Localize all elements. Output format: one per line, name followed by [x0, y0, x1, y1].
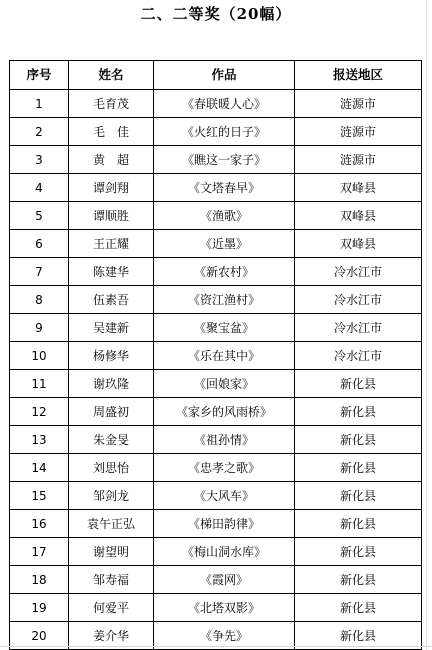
- header-no: 序号: [10, 61, 69, 90]
- cell-area: 双峰县: [295, 202, 422, 230]
- cell-name: 谢望明: [69, 538, 154, 566]
- table-row: [10, 230, 422, 258]
- cell-work: 《新农村》: [154, 258, 295, 286]
- cell-no: 20: [10, 622, 69, 650]
- cell-name: 邹寿福: [69, 566, 154, 594]
- cell-no: 11: [10, 370, 69, 398]
- cell-name: 朱金旻: [69, 426, 154, 454]
- cell-area: 新化县: [295, 482, 422, 510]
- cell-work: 《乐在其中》: [154, 342, 295, 370]
- cell-name: 谭顺胜: [69, 202, 154, 230]
- table-row: [10, 342, 422, 370]
- cell-name: 黄 超: [69, 146, 154, 174]
- cell-area: 冷水江市: [295, 314, 422, 342]
- cell-no: 3: [10, 146, 69, 174]
- document-title: 二、二等奖（20幅）: [140, 5, 292, 23]
- table-row: [10, 90, 422, 118]
- cell-no: 12: [10, 398, 69, 426]
- table-row: [10, 118, 422, 146]
- table-row: [10, 566, 422, 594]
- table-row: [10, 426, 422, 454]
- cell-no: 9: [10, 314, 69, 342]
- cell-area: 新化县: [295, 622, 422, 650]
- cell-work: 《梯田韵律》: [154, 510, 295, 538]
- table-row: [10, 146, 422, 174]
- cell-name: 王正耀: [69, 230, 154, 258]
- cell-name: 姜介华: [69, 622, 154, 650]
- cell-area: 新化县: [295, 398, 422, 426]
- page-right-edge: [426, 0, 427, 650]
- cell-area: 新化县: [295, 510, 422, 538]
- cell-area: 冷水江市: [295, 258, 422, 286]
- page-bottom-rule: [0, 646, 432, 647]
- cell-work: 《祖孙情》: [154, 426, 295, 454]
- table-row: [10, 202, 422, 230]
- cell-area: 冷水江市: [295, 286, 422, 314]
- cell-area: 双峰县: [295, 174, 422, 202]
- cell-name: 陈建华: [69, 258, 154, 286]
- cell-work: 《大风车》: [154, 482, 295, 510]
- cell-name: 谭剑翔: [69, 174, 154, 202]
- cell-work: 《文塔春早》: [154, 174, 295, 202]
- cell-name: 袁午正弘: [69, 510, 154, 538]
- awards-table: [9, 60, 422, 650]
- cell-work: 《回娘家》: [154, 370, 295, 398]
- cell-work: 《渔歌》: [154, 202, 295, 230]
- cell-area: 新化县: [295, 594, 422, 622]
- cell-area: 新化县: [295, 370, 422, 398]
- cell-name: 何爱平: [69, 594, 154, 622]
- cell-no: 6: [10, 230, 69, 258]
- cell-work: 《梅山洞水库》: [154, 538, 295, 566]
- table-row: [10, 286, 422, 314]
- cell-no: 8: [10, 286, 69, 314]
- cell-area: 冷水江市: [295, 342, 422, 370]
- cell-area: 涟源市: [295, 90, 422, 118]
- header-work: 作品: [154, 61, 295, 90]
- cell-no: 15: [10, 482, 69, 510]
- cell-no: 17: [10, 538, 69, 566]
- cell-no: 5: [10, 202, 69, 230]
- cell-no: 10: [10, 342, 69, 370]
- cell-name: 周盛初: [69, 398, 154, 426]
- table-row: [10, 370, 422, 398]
- cell-work: 《争先》: [154, 622, 295, 650]
- table-row: [10, 538, 422, 566]
- table-row: [10, 454, 422, 482]
- cell-name: 邹剑龙: [69, 482, 154, 510]
- header-area: 报送地区: [295, 61, 422, 90]
- cell-no: 16: [10, 510, 69, 538]
- cell-no: 4: [10, 174, 69, 202]
- header-name: 姓名: [69, 61, 154, 90]
- cell-work: 《瞧这一家子》: [154, 146, 295, 174]
- cell-area: 新化县: [295, 538, 422, 566]
- cell-no: 1: [10, 90, 69, 118]
- table-row: [10, 258, 422, 286]
- cell-work: 《火红的日子》: [154, 118, 295, 146]
- cell-work: 《春联暖人心》: [154, 90, 295, 118]
- cell-name: 毛 佳: [69, 118, 154, 146]
- cell-work: 《北塔双影》: [154, 594, 295, 622]
- cell-area: 涟源市: [295, 118, 422, 146]
- cell-work: 《霞网》: [154, 566, 295, 594]
- cell-no: 19: [10, 594, 69, 622]
- cell-name: 伍素吾: [69, 286, 154, 314]
- cell-name: 谢玖隆: [69, 370, 154, 398]
- cell-area: 新化县: [295, 566, 422, 594]
- cell-area: 新化县: [295, 454, 422, 482]
- cell-work: 《家乡的风雨桥》: [154, 398, 295, 426]
- cell-no: 14: [10, 454, 69, 482]
- cell-area: 涟源市: [295, 146, 422, 174]
- cell-work: 《忠孝之歌》: [154, 454, 295, 482]
- table-row: [10, 510, 422, 538]
- cell-work: 《资江渔村》: [154, 286, 295, 314]
- table-row: [10, 398, 422, 426]
- cell-no: 18: [10, 566, 69, 594]
- cell-name: 毛育茂: [69, 90, 154, 118]
- table-row: [10, 174, 422, 202]
- cell-work: 《聚宝盆》: [154, 314, 295, 342]
- cell-area: 新化县: [295, 426, 422, 454]
- cell-work: 《近墨》: [154, 230, 295, 258]
- table-row: [10, 314, 422, 342]
- cell-name: 杨修华: [69, 342, 154, 370]
- table-row: [10, 482, 422, 510]
- cell-no: 13: [10, 426, 69, 454]
- cell-area: 双峰县: [295, 230, 422, 258]
- table-row: [10, 594, 422, 622]
- cell-name: 吴建新: [69, 314, 154, 342]
- cell-name: 刘思怡: [69, 454, 154, 482]
- table-header-row: [10, 61, 422, 90]
- cell-no: 2: [10, 118, 69, 146]
- cell-no: 7: [10, 258, 69, 286]
